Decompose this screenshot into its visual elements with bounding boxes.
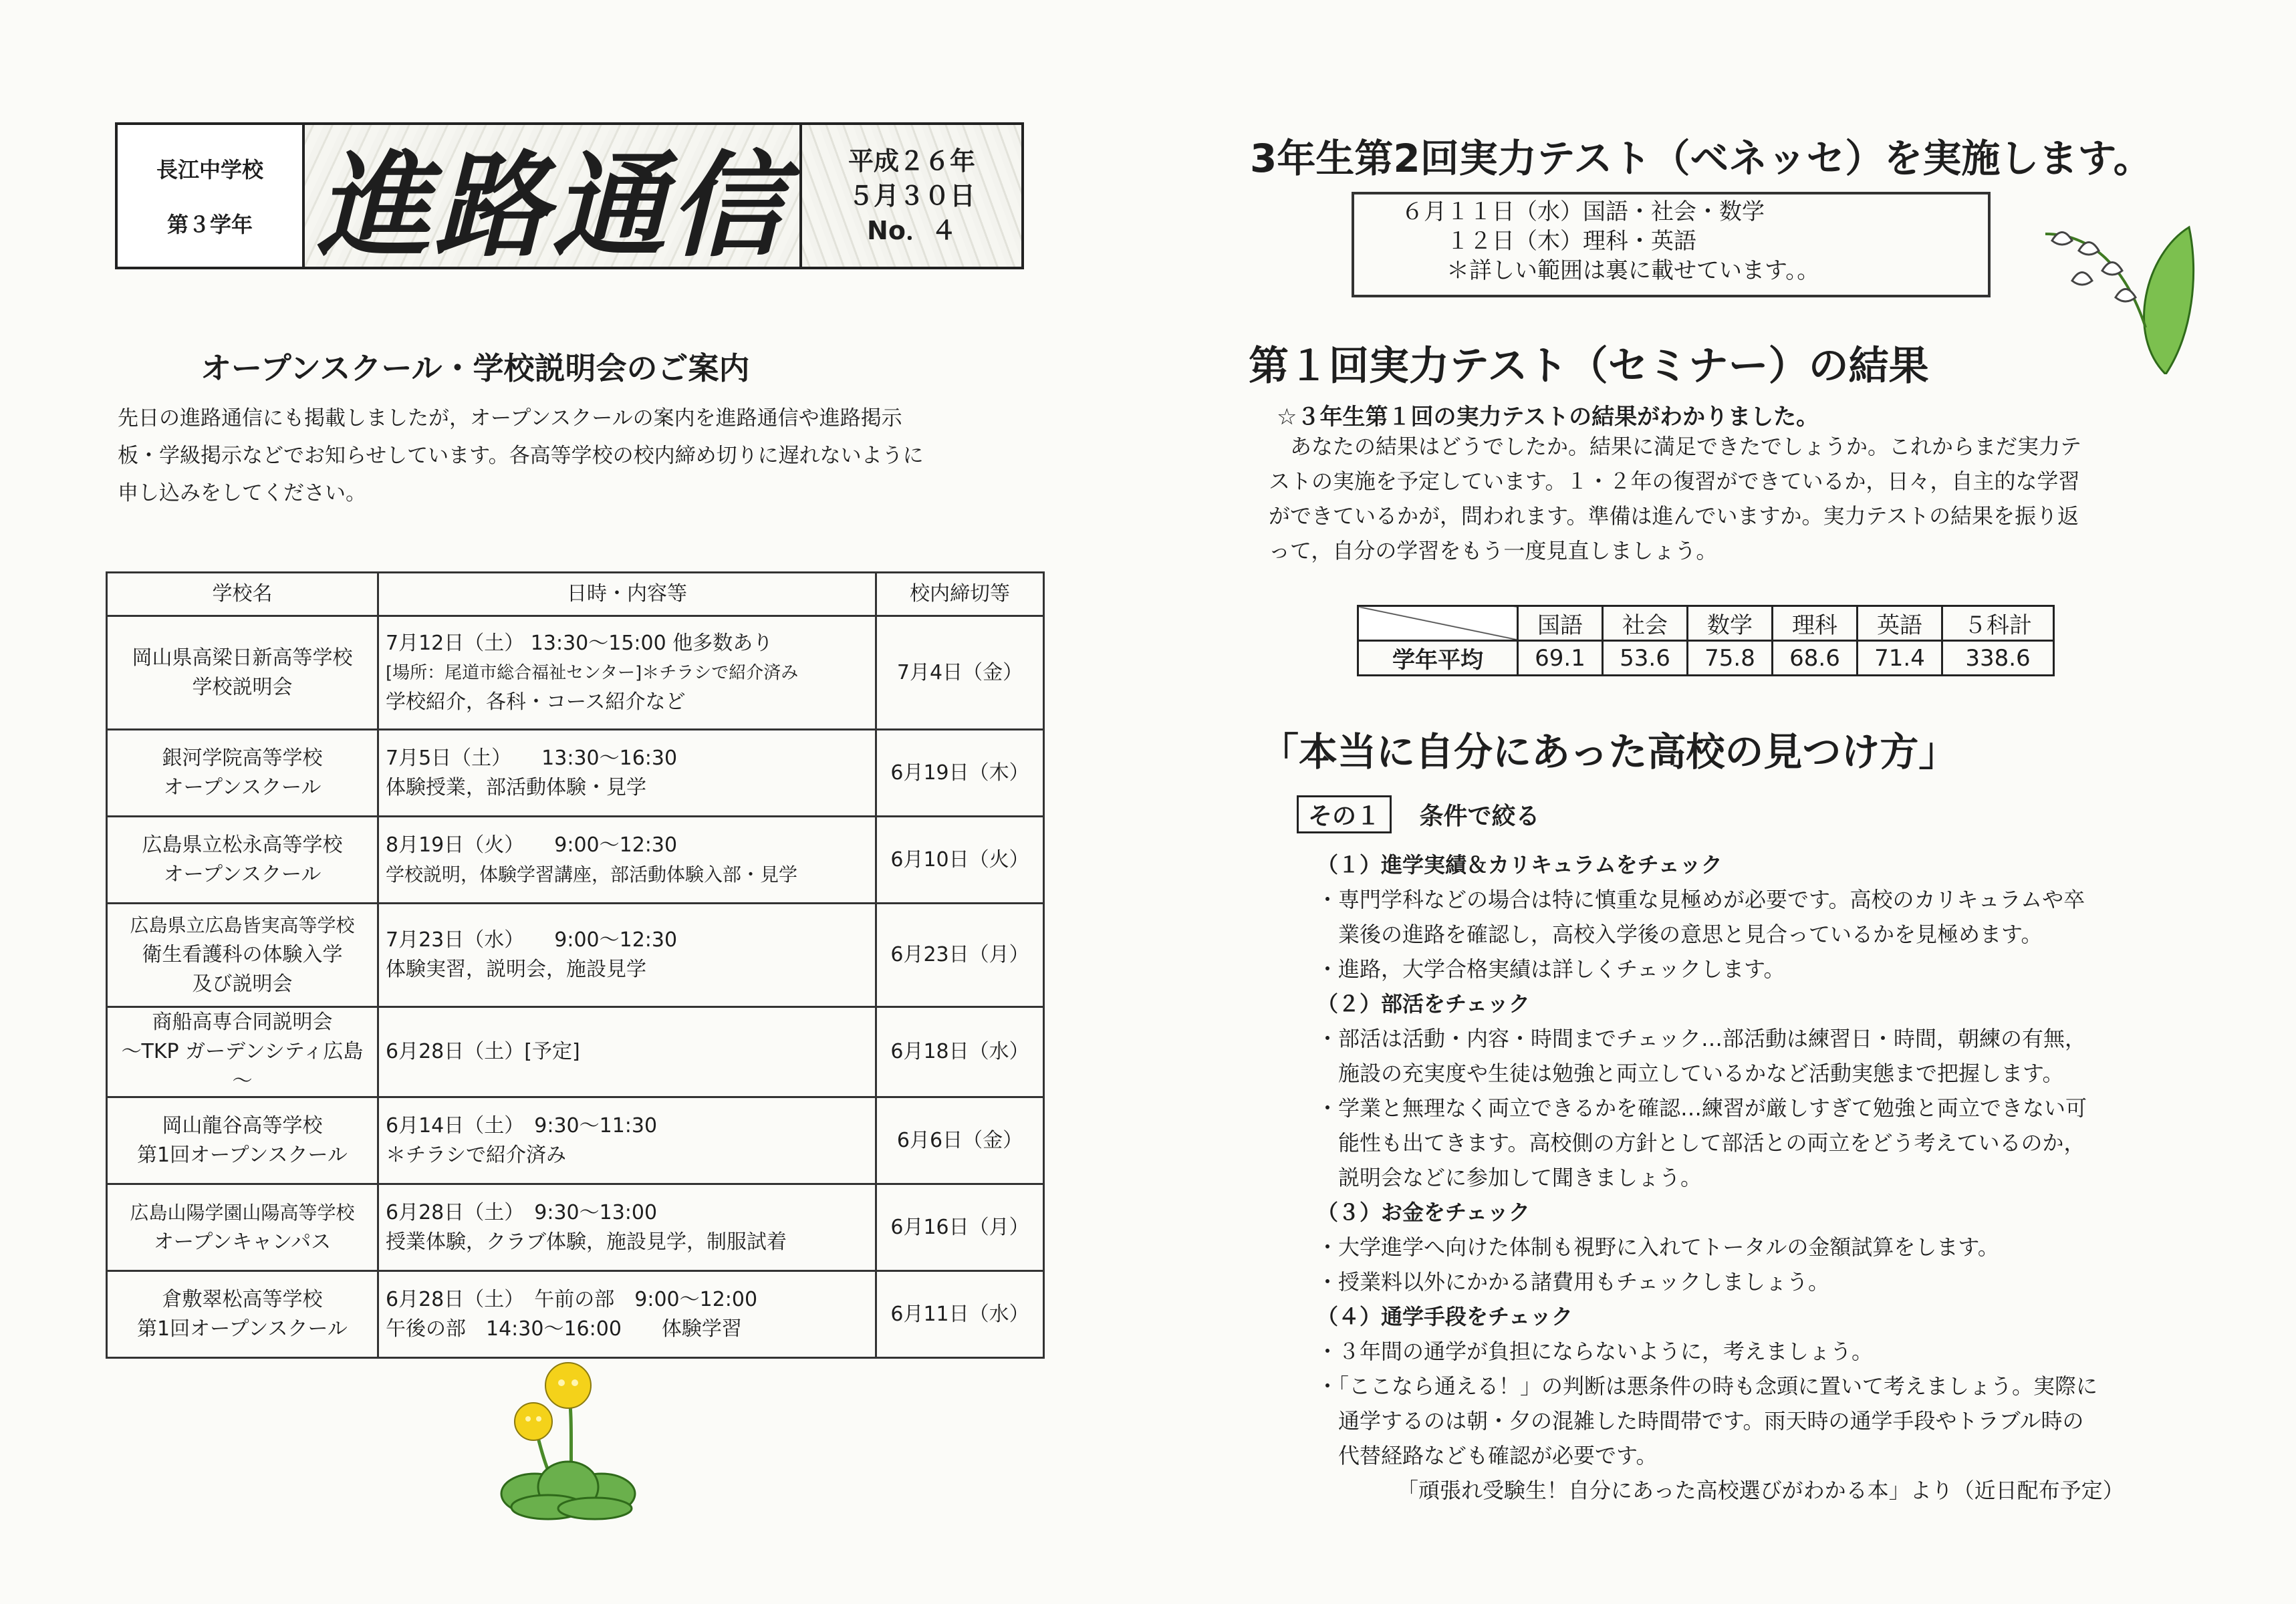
- school-line: 衛生看護科の体験入学: [142, 943, 343, 966]
- details-line: 8月19日（火） 9:00～12:30: [386, 833, 678, 857]
- details-line: 午後の部 14:30～16:00 体験学習: [386, 1317, 742, 1341]
- test1-line: ストの実施を予定しています。１・２年の復習ができているか，日々，自主的な学習: [1269, 469, 2080, 494]
- test1-heading: 第１回実力テスト（セミナー）の結果: [1249, 343, 1929, 390]
- table-row: [107, 616, 1044, 730]
- school-cell: [107, 904, 378, 1007]
- deadline-cell: 6月6日（金）: [876, 1097, 1044, 1184]
- section-line: 業後の進路を確認し，高校入学後の意思と見合っているかを見極めます。: [1317, 922, 2043, 947]
- newsletter-title: 進路通信: [305, 125, 802, 267]
- section-line: ・部活は活動・内容・時間までチェック…部活動は練習日・時間，朝練の有無，: [1317, 1026, 2087, 1051]
- school-line: オープンスクール: [163, 775, 322, 799]
- details-cell: [378, 1184, 876, 1271]
- score-cell: 69.1: [1518, 641, 1603, 676]
- table-row: [107, 817, 1044, 904]
- test2-line: ６月１１日（水）国語・社会・数学: [1401, 198, 1765, 225]
- header-deadline: 校内締切等: [876, 573, 1044, 616]
- section-line: 説明会などに参加して聞きましょう。: [1317, 1165, 1702, 1190]
- school-line: 銀河学院高等学校: [162, 746, 323, 770]
- subject-cell: 理科: [1773, 606, 1858, 641]
- deadline-cell: 6月10日（火）: [876, 817, 1044, 904]
- section-line: ・学業と無理なく両立できるかを確認…練習が厳しすぎて勉強と両立できない可: [1317, 1095, 2087, 1121]
- part-title: 条件で絞る: [1419, 803, 1540, 830]
- deadline-cell: 6月11日（水）: [876, 1271, 1044, 1358]
- score-corner-cell: [1358, 606, 1518, 641]
- school-line: オープンキャンパス: [153, 1230, 332, 1254]
- school-cell: [107, 730, 378, 817]
- subject-cell: 国語: [1518, 606, 1603, 641]
- details-line: 7月5日（土） 13:30～16:30: [386, 746, 678, 770]
- subject-cell: ５科計: [1942, 606, 2054, 641]
- table-row: [107, 1007, 1044, 1097]
- era-year: 平成２６年: [848, 146, 975, 176]
- school-line: 学校説明会: [192, 675, 293, 699]
- details-line: ＊チラシで紹介済み: [386, 1143, 566, 1167]
- section-line: ・進路，大学合格実績は詳しくチェックします。: [1317, 956, 1785, 982]
- details-line: 体験授業，部活動体験・見学: [386, 775, 646, 799]
- score-row-label: 学年平均: [1358, 641, 1518, 676]
- test2-heading: 3年生第2回実力テスト（ベネッセ）を実施します。: [1250, 136, 2152, 181]
- part-heading: [1297, 795, 1539, 833]
- intro-line: 板・学級掲示などでお知らせしています。各高等学校の校内締め切りに遅れないように: [118, 444, 924, 468]
- issue-number: No．４: [867, 216, 956, 245]
- school-line: 岡山県高梁日新高等学校: [132, 646, 353, 670]
- test1-body: [1269, 429, 2081, 568]
- details-line: 体験実習，説明会，施設見学: [386, 958, 646, 981]
- deadline-cell: 6月19日（木）: [876, 730, 1044, 817]
- section-line: ・授業料以外にかかる諸費用もチェックしましょう。: [1317, 1269, 1830, 1295]
- score-table: [1357, 605, 2055, 676]
- score-header-row: [1358, 606, 2054, 641]
- section-line: ・大学進学へ向けた体制も視野に入れてトータルの金額試算をします。: [1317, 1234, 1999, 1260]
- score-cell: 71.4: [1858, 641, 1942, 676]
- table-row: [107, 1271, 1044, 1358]
- lily-of-the-valley-illustration: [2032, 214, 2199, 374]
- table-header-row: [107, 573, 1044, 616]
- details-cell: [378, 817, 876, 904]
- open-school-table: [106, 571, 1045, 1359]
- school-cell: [107, 1184, 378, 1271]
- section-line: 代替経路なども確認が必要です。: [1317, 1443, 1658, 1468]
- details-line: 学校紹介，各科・コース紹介など: [386, 690, 686, 714]
- school-line: ～TKP ガーデンシティ広島～: [121, 1040, 364, 1093]
- details-cell: [378, 1271, 876, 1358]
- school-line: 及び説明会: [192, 972, 293, 996]
- open-school-intro: [118, 400, 1053, 512]
- section-line: 能性も出てきます。高校側の方針として部活との両立をどう考えているのか，: [1317, 1130, 2085, 1156]
- table-row: [107, 1097, 1044, 1184]
- test1-subheading: ☆３年生第１回の実力テストの結果がわかりました。: [1277, 404, 1819, 430]
- source-note: 「頑張れ受験生！自分にあった高校選びがわかる本」より（近日配布予定）: [1397, 1478, 2124, 1503]
- deadline-cell: 6月16日（月）: [876, 1184, 1044, 1271]
- deadline-cell: 6月23日（月）: [876, 904, 1044, 1007]
- findschool-body: [1317, 847, 2124, 1508]
- section-title: （２）部活をチェック: [1317, 991, 1531, 1017]
- dandelion-illustration: [495, 1360, 648, 1520]
- school-line: 第1回オープンスクール: [137, 1143, 348, 1167]
- details-cell: [378, 904, 876, 1007]
- details-line: 6月28日（土） 9:30～13:00: [386, 1200, 658, 1224]
- details-cell: [378, 1007, 876, 1097]
- test2-schedule-box: [1352, 192, 1991, 297]
- school-line: 倉敷翠松高等学校: [162, 1287, 323, 1311]
- details-line: 6月28日（土）[予定]: [386, 1040, 580, 1063]
- details-line: 7月12日（土） 13:30～15:00 他多数あり: [386, 631, 773, 655]
- section-title: （１）進学実績＆カリキュラムをチェック: [1317, 852, 1723, 878]
- table-row: [107, 904, 1044, 1007]
- deadline-cell: 7月4日（金）: [876, 616, 1044, 730]
- section-line: ・３年間の通学が負担にならないように，考えましょう。: [1317, 1339, 1874, 1364]
- intro-line: 先日の進路通信にも掲載しましたが，オープンスクールの案内を進路通信や進路掲示: [118, 406, 902, 430]
- test1-line: ができているかが，問われます。準備は進んでいますか。実力テストの結果を振り返: [1269, 503, 2079, 529]
- section-title: （４）通学手段をチェック: [1317, 1304, 1573, 1329]
- score-cell: 75.8: [1688, 641, 1773, 676]
- school-line: 岡山龍谷高等学校: [162, 1113, 323, 1138]
- school-cell: [107, 817, 378, 904]
- section-line: 施設の充実度や生徒は勉強と両立しているかなど活動実態まで把握します。: [1317, 1061, 2064, 1086]
- details-line: 6月14日（土） 9:30～11:30: [386, 1113, 658, 1138]
- issue-date: ５月３０日: [848, 181, 975, 211]
- details-cell: [378, 616, 876, 730]
- school-line: 商船高専合同説明会: [152, 1011, 333, 1034]
- subject-cell: 数学: [1688, 606, 1773, 641]
- table-row: [107, 730, 1044, 817]
- score-cell: 53.6: [1603, 641, 1688, 676]
- details-line: 学校説明，体験学習講座，部活動体験入部・見学: [386, 863, 798, 886]
- details-cell: [378, 730, 876, 817]
- details-line: 7月23日（水） 9:00～12:30: [386, 928, 678, 952]
- test2-line: ＊詳しい範囲は裏に載せています。。: [1401, 257, 1820, 284]
- test2-line: １２日（木）理科・英語: [1401, 228, 1696, 255]
- deadline-cell: 6月18日（水）: [876, 1007, 1044, 1097]
- school-line: 広島山陽学園山陽高等学校: [130, 1201, 355, 1224]
- school-line: 第1回オープンスクール: [137, 1317, 348, 1341]
- score-cell: 338.6: [1942, 641, 2054, 676]
- masthead: [115, 122, 1024, 273]
- section-title: （３）お金をチェック: [1317, 1200, 1531, 1225]
- details-line: [場所：尾道市総合福祉センター]＊チラシで紹介済み: [386, 662, 799, 683]
- school-line: 広島県立松永高等学校: [142, 833, 343, 857]
- details-line: 授業体験，クラブ体験，施設見学，制服試着: [386, 1230, 787, 1254]
- section-line: ・専門学科などの場合は特に慎重な見極めが必要です。高校のカリキュラムや卒: [1317, 887, 2085, 912]
- details-line: 6月28日（土） 午前の部 9:00～12:00: [386, 1287, 758, 1311]
- test1-line: って，自分の学習をもう一度見直しましょう。: [1269, 538, 1718, 563]
- header-school: 学校名: [107, 573, 378, 616]
- findschool-heading: 「本当に自分にあった高校の見つけ方」: [1260, 729, 1958, 775]
- school-line: 広島県立広島皆実高等学校: [130, 914, 355, 936]
- part-tag: その１: [1297, 795, 1392, 833]
- score-cell: 68.6: [1773, 641, 1858, 676]
- header-details: 日時・内容等: [378, 573, 876, 616]
- intro-line: 申し込みをしてください。: [118, 481, 366, 505]
- school-name: 長江中学校: [156, 157, 263, 182]
- school-line: オープンスクール: [163, 862, 322, 886]
- school-cell: [107, 1007, 378, 1097]
- open-school-heading: オープンスクール・学校説明会のご案内: [201, 350, 750, 386]
- table-row: [107, 1184, 1044, 1271]
- masthead-school-block: [118, 125, 305, 267]
- details-cell: [378, 1097, 876, 1184]
- subject-cell: 英語: [1858, 606, 1942, 641]
- test1-line: あなたの結果はどうでしたか。結果に満足できたでしょうか。これからまだ実力テ: [1269, 434, 2082, 459]
- section-line: ・「ここなら通える！」の判断は悪条件の時も念頭に置いて考えましょう。実際に: [1317, 1373, 2098, 1399]
- grade-label: 第３学年: [166, 212, 253, 237]
- school-cell: [107, 1271, 378, 1358]
- subject-cell: 社会: [1603, 606, 1688, 641]
- score-value-row: [1358, 641, 2054, 676]
- section-line: 通学するのは朝・夕の混雑した時間帯です。雨天時の通学手段やトラブル時の: [1317, 1408, 2084, 1434]
- school-cell: [107, 1097, 378, 1184]
- masthead-date-block: [802, 125, 1021, 267]
- school-cell: [107, 616, 378, 730]
